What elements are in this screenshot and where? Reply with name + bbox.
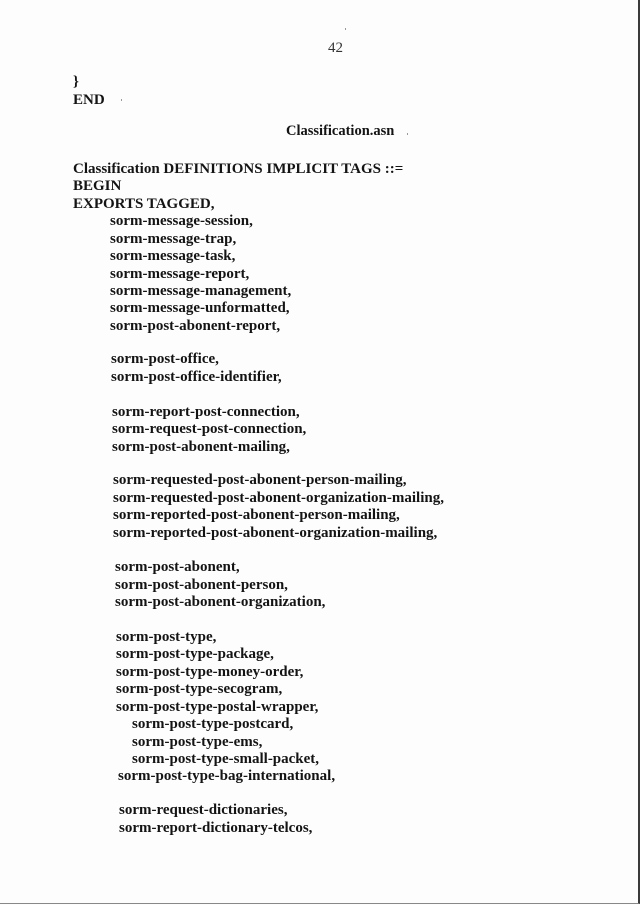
exports-keyword: EXPORTS TAGGED, [73, 196, 215, 212]
scan-speck [407, 133, 408, 135]
export-item: sorm-message-trap, [110, 231, 237, 247]
end-keyword: END [73, 92, 105, 108]
export-item: sorm-message-task, [110, 248, 236, 264]
export-item: sorm-post-office-identifier, [111, 369, 282, 385]
export-item: sorm-post-office, [111, 351, 219, 367]
export-item: sorm-post-type-postal-wrapper, [116, 699, 319, 715]
export-item: sorm-request-dictionaries, [119, 802, 288, 818]
export-item: sorm-report-post-connection, [112, 404, 300, 420]
export-item: sorm-message-report, [110, 266, 250, 282]
export-item: sorm-message-management, [110, 283, 292, 299]
export-item: sorm-message-unformatted, [110, 300, 290, 316]
export-item: sorm-post-type-small-packet, [132, 751, 320, 767]
export-item: sorm-post-type-package, [116, 646, 274, 662]
export-item: sorm-requested-post-abonent-person-mailing, [113, 472, 407, 488]
export-item: sorm-post-abonent-mailing, [112, 439, 290, 455]
export-item: sorm-post-type-money-order, [116, 664, 304, 680]
export-item: sorm-post-type-bag-international, [118, 768, 336, 784]
closing-brace: } [73, 74, 79, 90]
export-item: sorm-post-abonent-report, [110, 318, 281, 334]
export-item: sorm-post-type, [116, 629, 217, 645]
scan-speck [121, 99, 122, 101]
export-item: sorm-reported-post-abonent-organization-mailing, [113, 525, 438, 541]
file-title: Classification.asn [286, 123, 395, 139]
export-item: sorm-requested-post-abonent-organization-mailing, [113, 490, 444, 506]
export-item: sorm-post-type-postcard, [132, 716, 294, 732]
export-item: sorm-report-dictionary-telcos, [119, 820, 313, 836]
export-item: sorm-post-abonent-organization, [115, 594, 326, 610]
begin-keyword: BEGIN [73, 178, 122, 194]
export-item: sorm-post-type-ems, [132, 734, 263, 750]
definitions-line: Classification DEFINITIONS IMPLICIT TAGS ::= [73, 161, 404, 177]
export-item: sorm-request-post-connection, [112, 421, 307, 437]
scan-speck [345, 28, 346, 30]
export-item: sorm-post-type-secogram, [116, 681, 283, 697]
page-number: 42 [328, 40, 343, 56]
export-item: sorm-reported-post-abonent-person-mailing, [113, 507, 400, 523]
export-item: sorm-message-session, [110, 213, 253, 229]
export-item: sorm-post-abonent, [115, 559, 240, 575]
export-item: sorm-post-abonent-person, [115, 577, 288, 593]
